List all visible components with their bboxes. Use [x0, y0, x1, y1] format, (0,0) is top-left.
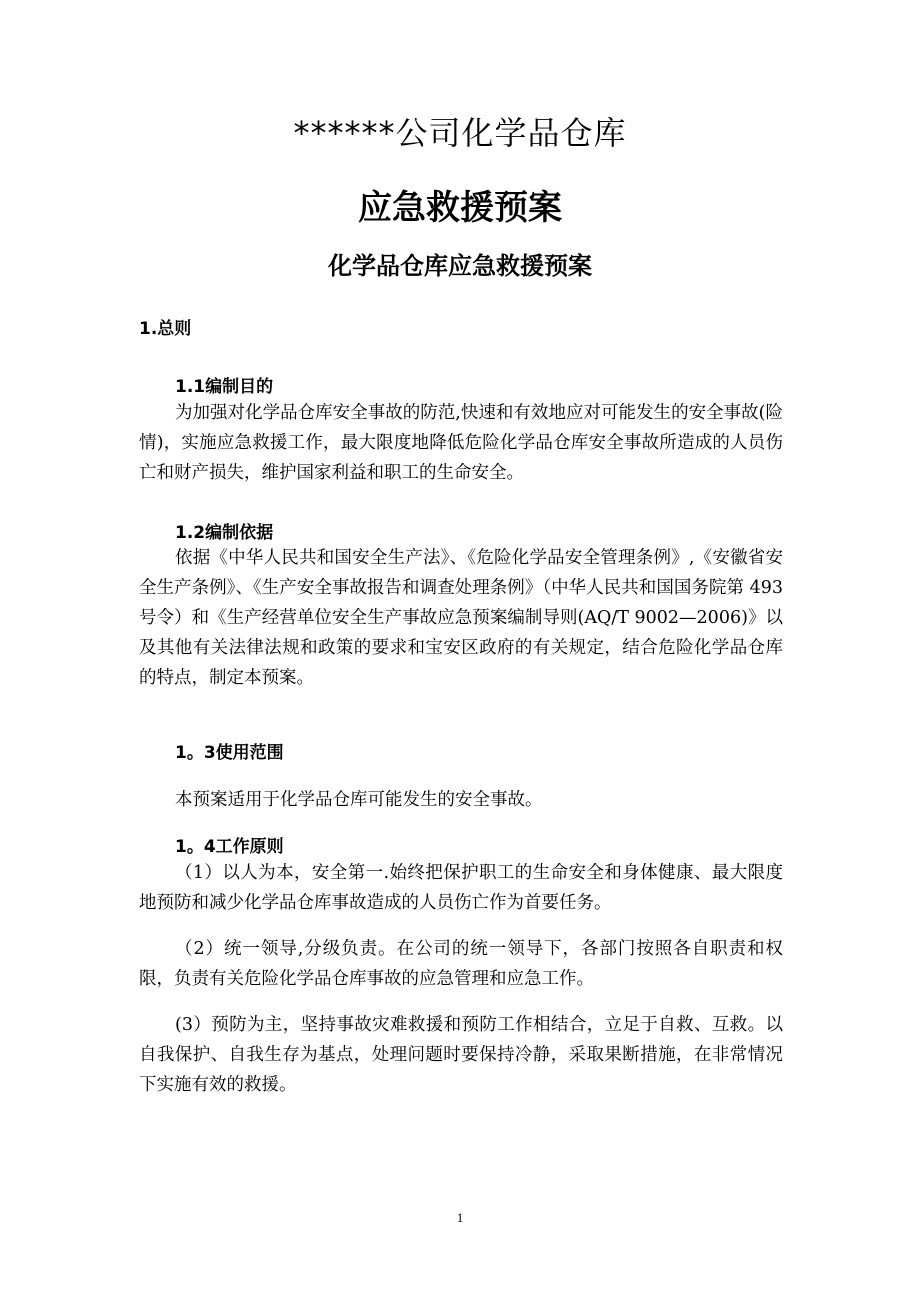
section-heading-1-1: 1.1编制目的 — [175, 377, 274, 397]
document-subtitle: 化学品仓库应急救援预案 — [328, 252, 592, 280]
document-title-line2: 应急救援预案 — [358, 188, 562, 228]
paragraph-1-4-1: （1）以人为本，安全第一.始终把保护职工的生命安全和身体健康、最大限度地预防和减少化学品仓库事故造成的人员伤亡作为首要任务。 — [139, 863, 783, 913]
section-heading-general: 1.总则 — [139, 319, 192, 339]
section-heading-1-4: 1。4工作原则 — [175, 837, 284, 857]
paragraph-1-4-3: (3）预防为主，坚持事故灾难救援和预防工作相结合，立足于自救、互救。以自我保护、自我生存为基点，处理问题时要保持冷静，采取果断措施，在非常情况下实施有效的救援。 — [139, 1015, 783, 1095]
page-number: 1 — [456, 1210, 464, 1225]
section-heading-1-3: 1。3使用范围 — [175, 743, 284, 763]
paragraph-1-2: 依据《中华人民共和国安全生产法》、《危险化学品安全管理条例》,《安徽省安全生产条例》、《生产安全事故报告和调查处理条例》（中华人民共和国国务院第 493 号令）和《生产经营单位安全生产事故应急预案编制导则(AQ/T 9002—2006)》以及其他有关法律法规和政策的要求和宝安区政府的有关规定，结合危险化学品仓库的特点，制定本预案。 — [139, 548, 783, 688]
paragraph-1-1: 为加强对化学品仓库安全事故的防范,快速和有效地应对可能发生的安全事故(险情)，实施应急救援工作，最大限度地降低危险化学品仓库安全事故所造成的人员伤亡和财产损失，维护国家利益和职工的生命安全。 — [139, 403, 783, 483]
paragraph-1-4-2: （2）统一领导,分级负责。在公司的统一领导下，各部门按照各自职责和权限，负责有关危险化学品仓库事故的应急管理和应急工作。 — [139, 939, 783, 989]
section-heading-1-2: 1.2编制依据 — [175, 523, 274, 543]
document-title-line1: ******公司化学品仓库 — [293, 114, 627, 152]
paragraph-1-3: 本预案适用于化学品仓库可能发生的安全事故。 — [175, 790, 543, 810]
